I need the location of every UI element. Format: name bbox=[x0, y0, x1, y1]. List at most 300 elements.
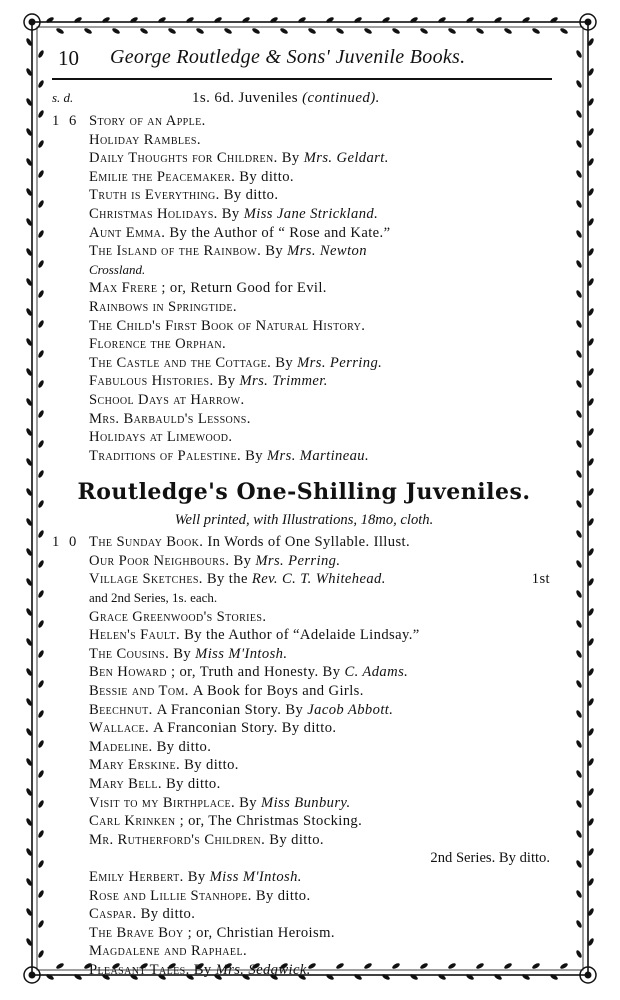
border-ornament bbox=[37, 169, 45, 178]
list-item bbox=[52, 942, 556, 961]
entry-main bbox=[89, 429, 232, 445]
border-ornament bbox=[575, 709, 583, 718]
list-item bbox=[52, 205, 556, 224]
border-ornament bbox=[37, 739, 45, 748]
border-ornament bbox=[37, 799, 45, 808]
border-ornament bbox=[419, 27, 428, 35]
list-item bbox=[52, 887, 556, 906]
entry-text bbox=[89, 645, 287, 664]
list-item bbox=[52, 924, 556, 943]
book-title: Caspar. bbox=[89, 906, 137, 923]
border-ornament bbox=[37, 859, 45, 868]
entry-note: A Franconian Story. By ditto. bbox=[153, 720, 337, 737]
by-label: By bbox=[221, 205, 240, 222]
entry-note: A Franconian Story. By bbox=[156, 701, 304, 718]
entry-text bbox=[89, 533, 410, 552]
border-ornament bbox=[37, 409, 45, 418]
by-label: By bbox=[193, 961, 212, 978]
border-ornament bbox=[37, 109, 45, 118]
border-ornament bbox=[575, 529, 583, 538]
entry-note: By ditto. bbox=[165, 776, 221, 792]
author-name: Rev. C. T. Whitehead. bbox=[251, 571, 386, 588]
by-label: By bbox=[217, 373, 236, 390]
entry-main bbox=[89, 943, 247, 959]
author-name: C. Adams. bbox=[344, 664, 409, 681]
border-ornament bbox=[83, 27, 92, 35]
entry-text bbox=[89, 317, 365, 336]
list-item bbox=[52, 279, 556, 298]
border-ornament bbox=[575, 349, 583, 358]
entry-main bbox=[89, 888, 311, 904]
list-item bbox=[52, 224, 556, 243]
entry-text bbox=[89, 279, 327, 298]
border-ornament bbox=[575, 859, 583, 868]
entry-main bbox=[89, 553, 340, 569]
list-item bbox=[52, 719, 556, 738]
border-ornament bbox=[37, 259, 45, 268]
section-title-continued: (continued). bbox=[302, 90, 380, 106]
entry-note: In Words of One Syllable. Illust. bbox=[207, 534, 411, 551]
book-title: Pleasant Tales. bbox=[89, 961, 190, 978]
list-item bbox=[52, 831, 556, 850]
entry-main bbox=[89, 113, 206, 129]
border-ornament bbox=[575, 949, 583, 958]
entry-text bbox=[89, 354, 382, 373]
book-title: Grace Greenwood's Stories. bbox=[89, 608, 267, 625]
book-title: Carl Krinken bbox=[89, 813, 176, 830]
border-ornament bbox=[37, 829, 45, 838]
entry-text bbox=[89, 608, 266, 627]
entry-text bbox=[89, 447, 369, 466]
by-label: By bbox=[173, 645, 192, 662]
author-name: Mrs. Trimmer. bbox=[239, 373, 328, 390]
entry-text bbox=[89, 149, 389, 168]
border-ornament bbox=[111, 27, 120, 35]
list-item bbox=[52, 372, 556, 391]
book-title: The Sunday Book. bbox=[89, 534, 204, 551]
border-ornament bbox=[37, 949, 45, 958]
entry-text bbox=[89, 961, 311, 980]
entry-main bbox=[89, 664, 408, 680]
list-item bbox=[52, 701, 556, 720]
border-ornament bbox=[37, 709, 45, 718]
entry-tail: 1st bbox=[531, 571, 550, 588]
book-title: Village Sketches. bbox=[89, 571, 203, 588]
list-item bbox=[52, 552, 556, 571]
entry-text bbox=[89, 663, 408, 682]
entry-main bbox=[89, 206, 378, 222]
border-ornament bbox=[223, 27, 232, 35]
entry-text bbox=[89, 812, 362, 831]
entry-text bbox=[89, 224, 390, 243]
entry-main bbox=[89, 318, 365, 334]
border-ornament bbox=[575, 49, 583, 58]
entry-main bbox=[89, 609, 266, 625]
entry-main bbox=[89, 150, 389, 166]
author-name: Jacob Abbott. bbox=[307, 701, 394, 718]
border-ornament bbox=[37, 889, 45, 898]
entry-text bbox=[89, 924, 335, 943]
book-title: Florence the Orphan. bbox=[89, 336, 227, 353]
entry-main bbox=[89, 757, 239, 773]
entry-text bbox=[89, 242, 367, 261]
border-ornament bbox=[575, 259, 583, 268]
entry-main bbox=[89, 776, 221, 792]
border-ornament bbox=[251, 27, 260, 35]
entry-text bbox=[89, 905, 195, 924]
entry-main bbox=[89, 832, 324, 848]
book-title: Magdalene and Raphael. bbox=[89, 943, 247, 960]
entry-note: By the Author of “ Rose and Kate.” bbox=[169, 224, 391, 241]
by-label: By bbox=[275, 354, 294, 371]
border-ornament bbox=[195, 27, 204, 35]
entry-text bbox=[89, 887, 311, 906]
border-ornament bbox=[575, 229, 583, 238]
entry-main bbox=[89, 720, 336, 736]
entry-text bbox=[89, 868, 302, 887]
book-title: Madeline. bbox=[89, 738, 153, 755]
entry-main bbox=[89, 355, 382, 371]
entry-continuation: and 2nd Series, 1s. each. bbox=[89, 590, 218, 606]
entry-note: ; or, The Christmas Stocking. bbox=[179, 813, 363, 830]
border-ornament bbox=[37, 469, 45, 478]
border-ornament bbox=[307, 27, 316, 35]
entry-continuation: 2nd Series. By ditto. bbox=[430, 850, 550, 867]
entry-main bbox=[89, 225, 390, 241]
entry-text bbox=[89, 186, 278, 205]
entry-text bbox=[89, 775, 221, 794]
by-label: By bbox=[245, 447, 263, 464]
entry-text bbox=[89, 335, 226, 354]
border-ornament bbox=[37, 919, 45, 928]
book-title: Holidays at Limewood. bbox=[89, 429, 233, 446]
entry-text bbox=[89, 112, 206, 131]
author-name: Miss M'Intosh. bbox=[209, 868, 302, 885]
border-ornament bbox=[575, 199, 583, 208]
book-title: The Castle and the Cottage. bbox=[89, 354, 272, 371]
border-ornament bbox=[575, 589, 583, 598]
border-ornament bbox=[335, 27, 344, 35]
entry-text bbox=[89, 168, 294, 187]
border-ornament bbox=[559, 962, 568, 970]
book-title: Mary Bell. bbox=[89, 776, 162, 792]
border-ornament bbox=[575, 139, 583, 148]
entry-main bbox=[89, 448, 369, 464]
entry-main bbox=[89, 280, 327, 296]
list-item bbox=[52, 589, 556, 608]
entry-text bbox=[89, 794, 351, 813]
border-ornament bbox=[29, 19, 36, 26]
entry-text bbox=[89, 682, 364, 701]
entry-main bbox=[89, 373, 328, 389]
by-label: By bbox=[233, 552, 252, 569]
entry-text bbox=[89, 372, 328, 391]
entry-main bbox=[89, 627, 420, 643]
border-ornament bbox=[37, 769, 45, 778]
catalogue-content bbox=[52, 90, 556, 980]
price-column-label: s. d. bbox=[52, 90, 74, 105]
entry-text bbox=[89, 131, 201, 150]
book-title: Mrs. Barbauld's Lessons. bbox=[89, 410, 251, 427]
author-name: Miss M'Intosh. bbox=[195, 645, 288, 662]
entry-text bbox=[89, 942, 247, 961]
book-title: Traditions of Palestine. bbox=[89, 447, 242, 464]
book-title: Beechnut. bbox=[89, 701, 153, 718]
border-ornament bbox=[575, 769, 583, 778]
author-continuation: Crossland. bbox=[89, 261, 146, 277]
book-title: Aunt Emma. bbox=[89, 224, 166, 241]
border-ornament bbox=[37, 199, 45, 208]
list-item bbox=[52, 447, 556, 466]
section-title-main: 1s. 6d. Juveniles bbox=[192, 90, 298, 106]
list-item bbox=[52, 812, 556, 831]
entry-main bbox=[89, 169, 294, 185]
list-item bbox=[52, 112, 556, 131]
border-ornament bbox=[391, 27, 400, 35]
list-item bbox=[52, 756, 556, 775]
book-title: Fabulous Histories. bbox=[89, 373, 214, 390]
border-ornament bbox=[37, 349, 45, 358]
border-ornament bbox=[575, 739, 583, 748]
list-item bbox=[52, 242, 556, 261]
border-ornament bbox=[363, 27, 372, 35]
entry-main bbox=[89, 962, 311, 978]
border-ornament bbox=[37, 79, 45, 88]
entry-main bbox=[89, 795, 351, 811]
list-item bbox=[52, 961, 556, 980]
section-heading-1s6d bbox=[52, 90, 556, 112]
list-item bbox=[52, 645, 556, 664]
entry-main bbox=[89, 702, 393, 718]
list-item bbox=[52, 533, 556, 552]
border-ornament bbox=[575, 469, 583, 478]
list-item bbox=[52, 354, 556, 373]
list-item bbox=[52, 849, 556, 868]
book-title: Rainbows in Springtide. bbox=[89, 298, 237, 315]
list-item bbox=[52, 682, 556, 701]
book-title: Wallace. bbox=[89, 720, 150, 737]
entry-main bbox=[89, 683, 364, 699]
blackletter-section-heading: Routledge's One-Shilling Juveniles. bbox=[77, 479, 531, 506]
book-title: Christmas Holidays. bbox=[89, 205, 218, 222]
border-ornament bbox=[575, 79, 583, 88]
entry-note: ; or, Return Good for Evil. bbox=[161, 280, 327, 297]
entry-text bbox=[89, 428, 232, 447]
entry-text bbox=[89, 391, 245, 410]
entry-main bbox=[89, 392, 245, 408]
border-ornament bbox=[575, 439, 583, 448]
book-title: Mr. Rutherford's Children. bbox=[89, 831, 266, 848]
border-ornament bbox=[575, 829, 583, 838]
list-item bbox=[52, 149, 556, 168]
border-ornament bbox=[167, 27, 176, 35]
border-ornament bbox=[29, 972, 36, 979]
list-item bbox=[52, 775, 556, 794]
entry-note: By ditto. bbox=[140, 906, 196, 923]
list-item bbox=[52, 626, 556, 645]
entry-text bbox=[89, 205, 378, 224]
author-name: Miss Bunbury. bbox=[261, 794, 351, 811]
book-title: Mary Erskine. bbox=[89, 757, 181, 774]
list-item bbox=[52, 905, 556, 924]
list-item bbox=[52, 261, 556, 280]
list-item bbox=[52, 738, 556, 757]
entry-note: By ditto. bbox=[239, 168, 294, 185]
border-ornament bbox=[447, 27, 456, 35]
border-ornament bbox=[37, 679, 45, 688]
border-ornament bbox=[531, 27, 540, 35]
list-item bbox=[52, 335, 556, 354]
book-title: Ben Howard bbox=[89, 664, 167, 681]
list-item bbox=[52, 131, 556, 150]
entry-main bbox=[89, 132, 201, 148]
list-item bbox=[52, 410, 556, 429]
border-ornament bbox=[575, 289, 583, 298]
list-item bbox=[52, 317, 556, 336]
entry-main bbox=[89, 869, 302, 885]
entry-text bbox=[89, 626, 420, 645]
border-ornament bbox=[585, 972, 592, 979]
border-ornament bbox=[37, 529, 45, 538]
entry-main bbox=[89, 187, 278, 203]
author-name: Mrs. Newton bbox=[287, 243, 367, 260]
border-ornament bbox=[575, 409, 583, 418]
spacer bbox=[52, 465, 556, 477]
by-label: By bbox=[187, 868, 206, 885]
border-ornament bbox=[575, 619, 583, 628]
list-item bbox=[52, 663, 556, 682]
border-ornament bbox=[585, 19, 592, 26]
entry-text bbox=[89, 701, 393, 720]
book-title: Story of an Apple. bbox=[89, 113, 206, 129]
entry-note: By ditto. bbox=[223, 187, 279, 204]
list-item bbox=[52, 570, 556, 589]
author-name: Mrs. Sedgwick. bbox=[215, 961, 311, 978]
list-item bbox=[52, 168, 556, 187]
entry-note: By ditto. bbox=[269, 831, 324, 848]
entry-text bbox=[89, 552, 340, 571]
entry-note: By ditto. bbox=[255, 887, 311, 904]
book-title: Max Frere bbox=[89, 280, 158, 297]
entry-main bbox=[89, 411, 251, 427]
entry-text bbox=[89, 298, 237, 317]
entry-note: ; or, Truth and Honesty. By bbox=[170, 664, 341, 681]
border-ornament bbox=[37, 649, 45, 658]
entry-note: By ditto. bbox=[156, 738, 212, 755]
entry-text bbox=[89, 410, 251, 429]
book-title: The Island of the Rainbow. bbox=[89, 243, 262, 260]
border-ornament bbox=[139, 27, 148, 35]
border-ornament bbox=[37, 289, 45, 298]
border-ornament bbox=[503, 27, 512, 35]
by-label: By the bbox=[206, 571, 248, 588]
entry-text bbox=[89, 719, 336, 738]
border-ornament bbox=[37, 49, 45, 58]
border-ornament bbox=[37, 439, 45, 448]
book-title: Our Poor Neighbours. bbox=[89, 552, 230, 569]
list-item bbox=[52, 391, 556, 410]
author-name: Mrs. Perring. bbox=[297, 354, 383, 371]
running-title: George Routledge & Sons' Juvenile Books. bbox=[110, 46, 466, 68]
border-ornament bbox=[55, 27, 64, 35]
border-ornament bbox=[37, 319, 45, 328]
entry-text bbox=[89, 570, 550, 589]
book-title: Truth is Everything. bbox=[89, 187, 220, 204]
border-ornament bbox=[575, 109, 583, 118]
entry-main bbox=[89, 925, 335, 941]
author-name: Mrs. Perring. bbox=[255, 552, 341, 569]
entry-note: By ditto. bbox=[184, 757, 239, 774]
border-ornament bbox=[37, 499, 45, 508]
book-title: The Cousins. bbox=[89, 645, 170, 662]
book-title: Emilie the Peacemaker. bbox=[89, 168, 236, 185]
border-ornament bbox=[37, 589, 45, 598]
by-label: By bbox=[281, 150, 300, 167]
entry-list-1s bbox=[52, 533, 556, 979]
entry-list-1s6d bbox=[52, 112, 556, 465]
border-ornament bbox=[575, 169, 583, 178]
section-subheading: Well printed, with Illustrations, 18mo, cloth. bbox=[174, 512, 434, 529]
page-header bbox=[58, 46, 552, 80]
entry-main bbox=[89, 570, 386, 589]
author-name: Mrs. Geldart. bbox=[303, 150, 389, 167]
book-title: Rose and Lillie Stanhope. bbox=[89, 887, 252, 904]
entry-text bbox=[89, 738, 211, 757]
border-ornament bbox=[575, 649, 583, 658]
book-title: School Days at Harrow. bbox=[89, 391, 245, 408]
border-ornament bbox=[575, 919, 583, 928]
border-ornament bbox=[475, 27, 484, 35]
list-item bbox=[52, 608, 556, 627]
border-ornament bbox=[575, 319, 583, 328]
book-title: Bessie and Tom. bbox=[89, 683, 189, 700]
book-title: Visit to my Birthplace. bbox=[89, 794, 236, 811]
entry-main bbox=[89, 534, 410, 550]
border-ornament bbox=[575, 679, 583, 688]
list-item bbox=[52, 794, 556, 813]
entry-main bbox=[89, 646, 287, 662]
border-ornament bbox=[575, 799, 583, 808]
entry-main bbox=[89, 906, 195, 922]
entry-note: A Book for Boys and Girls. bbox=[192, 683, 364, 700]
price: 1 0 bbox=[52, 534, 80, 551]
entry-note: ; or, Christian Heroism. bbox=[187, 924, 335, 941]
author-name: Mrs. Martineau. bbox=[266, 447, 370, 464]
entry-main bbox=[89, 243, 367, 259]
entry-main bbox=[89, 336, 226, 352]
entry-main bbox=[89, 813, 362, 829]
by-label: By bbox=[239, 794, 257, 811]
list-item bbox=[52, 428, 556, 447]
border-ornament bbox=[575, 889, 583, 898]
border-ornament bbox=[37, 139, 45, 148]
section-title bbox=[192, 90, 380, 107]
border-ornament bbox=[37, 379, 45, 388]
book-title: The Child's First Book of Natural History. bbox=[89, 317, 366, 334]
border-ornament bbox=[37, 229, 45, 238]
entry-main bbox=[89, 299, 237, 315]
book-title: Helen's Fault. bbox=[89, 627, 181, 644]
border-ornament bbox=[575, 379, 583, 388]
author-name: Miss Jane Strickland. bbox=[243, 205, 379, 222]
page-number: 10 bbox=[58, 46, 79, 70]
book-title: Holiday Rambles. bbox=[89, 131, 201, 148]
book-title: Daily Thoughts for Children. bbox=[89, 150, 278, 167]
book-title: Emily Herbert. bbox=[89, 868, 184, 885]
border-ornament bbox=[575, 559, 583, 568]
entry-text bbox=[89, 831, 324, 850]
price: 1 6 bbox=[52, 113, 80, 129]
